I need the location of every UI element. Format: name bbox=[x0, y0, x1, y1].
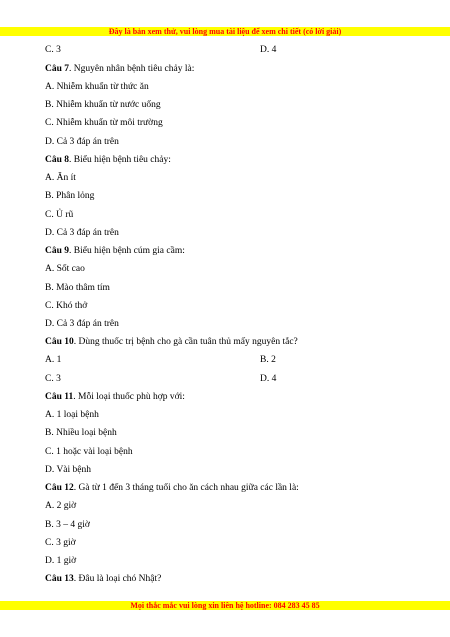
question-number: Câu 9 bbox=[45, 246, 70, 256]
option-c: C. Nhiễm khuẩn từ môi trường bbox=[45, 118, 163, 128]
option-a: A. 1 bbox=[45, 355, 62, 365]
question-text: . Mỗi loại thuốc phù hợp với: bbox=[73, 392, 185, 402]
option-b: B. 3 – 4 giờ bbox=[45, 520, 90, 530]
answer-row bbox=[45, 373, 405, 385]
question-text: . Gà từ 1 đến 3 tháng tuổi cho ăn cách nhau giữa các lần là: bbox=[73, 483, 299, 493]
option-d: D. Cả 3 đáp án trên bbox=[45, 228, 119, 238]
preview-notice-banner bbox=[0, 27, 450, 36]
question-11 bbox=[45, 391, 185, 403]
question-7 bbox=[45, 63, 194, 75]
option-d: D. Cả 3 đáp án trên bbox=[45, 319, 119, 329]
question-text: . Biểu hiện bệnh cúm gia cầm: bbox=[69, 246, 185, 256]
option-a: A. Nhiễm khuẩn từ thức ăn bbox=[45, 82, 149, 92]
question-text: . Biểu hiện bệnh tiêu chảy: bbox=[69, 155, 171, 165]
question-12 bbox=[45, 482, 299, 494]
option-a: A. 1 loại bệnh bbox=[45, 410, 99, 420]
option-a: A. Sốt cao bbox=[45, 264, 85, 274]
option-b: B. Nhiễm khuẩn từ nước uống bbox=[45, 100, 161, 110]
question-13 bbox=[45, 573, 161, 585]
option-b: B. 2 bbox=[260, 355, 276, 365]
option-d: D. 1 giờ bbox=[45, 556, 77, 566]
question-number: Câu 7 bbox=[45, 64, 70, 74]
option-b: B. Nhiều loại bệnh bbox=[45, 428, 117, 438]
question-8 bbox=[45, 154, 171, 166]
question-number: Câu 13 bbox=[45, 574, 74, 584]
option-d: D. 4 bbox=[260, 374, 277, 384]
question-number: Câu 11 bbox=[45, 392, 74, 402]
question-text: . Nguyên nhân bệnh tiêu chảy là: bbox=[69, 64, 195, 74]
option-d: D. 4 bbox=[260, 45, 277, 55]
question-10 bbox=[45, 336, 298, 348]
question-9 bbox=[45, 245, 185, 257]
question-text: . Đâu là loại chó Nhật? bbox=[73, 574, 162, 584]
prev-answer-row bbox=[45, 44, 405, 56]
question-text: . Dùng thuốc trị bệnh cho gà cần tuân thủ mấy nguyên tắc? bbox=[73, 337, 298, 347]
option-c: C. Khó thở bbox=[45, 301, 88, 311]
option-c: C. 3 giờ bbox=[45, 538, 76, 548]
question-number: Câu 12 bbox=[45, 483, 74, 493]
preview-notice-text: Đây là bản xem thử, vui lòng mua tài liệu để xem chi tiết (có lời giải) bbox=[108, 27, 342, 36]
option-d: D. Vài bệnh bbox=[45, 465, 91, 475]
option-d: D. Cả 3 đáp án trên bbox=[45, 137, 119, 147]
option-b: B. Mào thâm tím bbox=[45, 283, 110, 293]
option-c: C. 1 hoặc vài loại bệnh bbox=[45, 447, 133, 457]
option-a: A. 2 giờ bbox=[45, 501, 77, 511]
option-b: B. Phân lỏng bbox=[45, 191, 95, 201]
option-c: C. 3 bbox=[45, 45, 61, 55]
option-a: A. Ăn ít bbox=[45, 173, 76, 183]
question-number: Câu 8 bbox=[45, 155, 70, 165]
option-c: C. Ủ rũ bbox=[45, 210, 74, 220]
answer-row bbox=[45, 354, 405, 366]
option-c: C. 3 bbox=[45, 374, 61, 384]
question-number: Câu 10 bbox=[45, 337, 74, 347]
hotline-banner bbox=[0, 601, 450, 610]
hotline-text: Mọi thắc mắc vui lòng xin liên hệ hotline: 084 283 45 85 bbox=[130, 601, 320, 610]
